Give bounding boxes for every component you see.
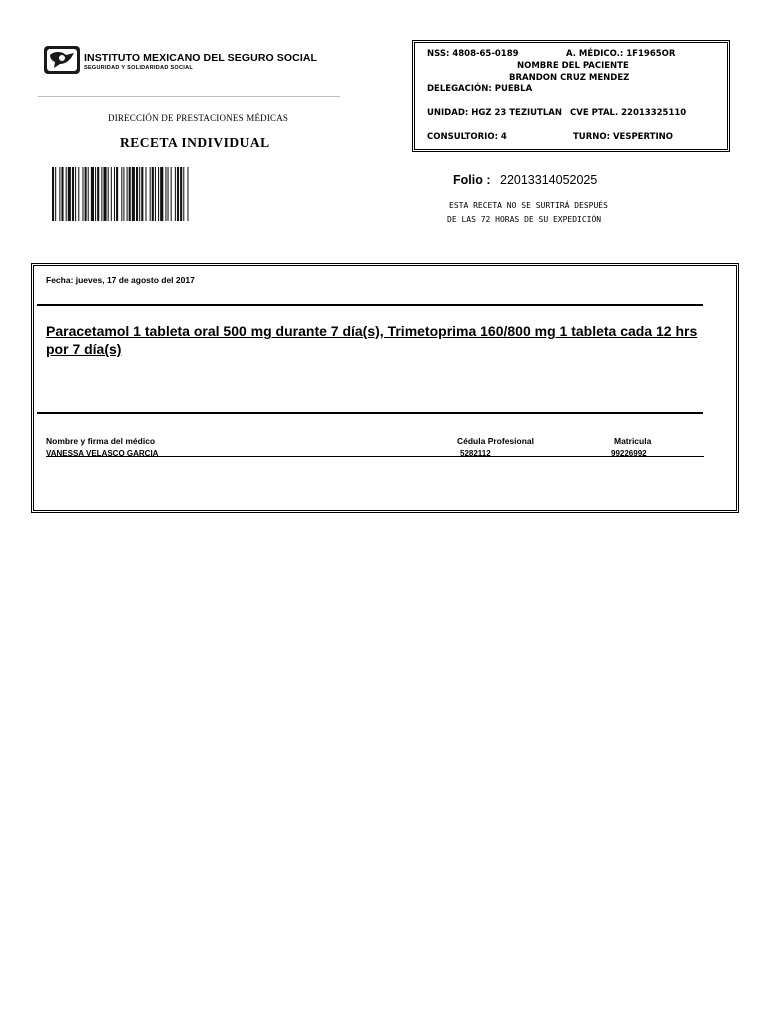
barcode-bar <box>152 167 154 221</box>
department-label: DIRECCIÓN DE PRESTACIONES MÉDICAS <box>108 113 289 123</box>
patient-name: BRANDON CRUZ MENDEZ <box>509 73 630 83</box>
barcode-bar <box>155 167 156 221</box>
barcode-bar <box>61 167 63 221</box>
barcode-bar <box>68 167 71 221</box>
barcode-bar <box>85 167 87 221</box>
barcode-bar <box>101 167 102 221</box>
prescription-date: Fecha: jueves, 17 de agosto del 2017 <box>46 275 195 285</box>
turno: TURNO: VESPERTINO <box>573 132 673 142</box>
barcode-bar <box>177 167 179 221</box>
doctor-name: VANESSA VELASCO GARCIA <box>46 449 159 458</box>
barcode-bar <box>171 167 172 221</box>
barcode-bar <box>158 167 159 221</box>
barcode-bar <box>136 167 138 221</box>
expiry-notice-line-1: ESTA RECETA NO SE SURTIRÁ DESPUÉS <box>449 201 608 210</box>
barcode-bar <box>168 167 169 221</box>
barcode-bar <box>132 167 135 221</box>
barcode-bar <box>123 167 124 221</box>
org-name: INSTITUTO MEXICANO DEL SEGURO SOCIAL <box>84 52 318 64</box>
cve-ptal: CVE PTAL. 22013325110 <box>570 108 687 118</box>
barcode-bar <box>52 167 54 221</box>
header-divider <box>38 96 340 97</box>
barcode-bar <box>88 167 89 221</box>
barcode-bar <box>97 167 99 221</box>
org-slogan: SEGURIDAD Y SOLIDARIDAD SOCIAL <box>84 65 194 71</box>
barcode-bar <box>55 167 56 221</box>
barcode <box>52 167 324 221</box>
barcode-bar <box>121 167 122 221</box>
medication-text: Paracetamol 1 tableta oral 500 mg durante 7 día(s), Trimetoprima 160/800 mg 1 tableta cada 12 hrs por 7 día(s) <box>46 323 698 357</box>
imss-eagle-logo-icon <box>44 46 80 74</box>
a-medico: A. MÉDICO.: 1F1965OR <box>566 49 676 59</box>
cedula-label: Cédula Profesional <box>457 436 534 446</box>
barcode-bar <box>114 167 115 221</box>
barcode-bar <box>91 167 94 221</box>
matricula-label: Matricula <box>614 436 652 446</box>
barcode-bar <box>139 167 140 221</box>
barcode-bar <box>103 167 106 221</box>
barcode-bar <box>95 167 96 221</box>
barcode-bar <box>160 167 163 221</box>
patient-name-label: NOMBRE DEL PACIENTE <box>517 61 629 71</box>
date-divider <box>37 304 703 306</box>
barcode-bar <box>175 167 176 221</box>
barcode-bar <box>116 167 118 221</box>
barcode-bar <box>66 167 67 221</box>
folio-label: Folio : <box>453 173 491 187</box>
barcode-bar <box>129 167 131 221</box>
barcode-bar <box>82 167 83 221</box>
barcode-bar <box>141 167 143 221</box>
barcode-bar <box>72 167 74 221</box>
matricula-value: 99226992 <box>611 449 647 458</box>
doctor-signature-label: Nombre y firma del médico <box>46 436 156 446</box>
prescription-box <box>33 265 737 511</box>
barcode-bar <box>108 167 109 221</box>
barcode-bar <box>150 167 151 221</box>
nss: NSS: 4808-65-0189 <box>427 49 519 59</box>
barcode-bar <box>75 167 76 221</box>
barcode-bar <box>145 167 146 221</box>
barcode-bar <box>127 167 128 221</box>
barcode-bar <box>111 167 112 221</box>
barcode-bar <box>78 167 79 221</box>
expiry-notice-line-2: DE LAS 72 HORAS DE SU EXPEDICIÓN <box>447 215 602 224</box>
cedula-value: 5282112 <box>460 449 491 458</box>
barcode-bar <box>165 167 166 221</box>
signature-line <box>46 456 704 457</box>
folio-value: 22013314052025 <box>500 173 598 187</box>
barcode-bar <box>183 167 184 221</box>
barcode-bar <box>59 167 60 221</box>
delegacion: DELEGACIÓN: PUEBLA <box>427 84 533 94</box>
barcode-bar <box>187 167 188 221</box>
consultorio: CONSULTORIO: 4 <box>427 132 507 142</box>
medication-divider <box>37 412 703 414</box>
barcode-bar <box>180 167 182 221</box>
unidad: UNIDAD: HGZ 23 TEZIUTLAN <box>427 108 562 118</box>
document-title: RECETA INDIVIDUAL <box>120 135 270 150</box>
